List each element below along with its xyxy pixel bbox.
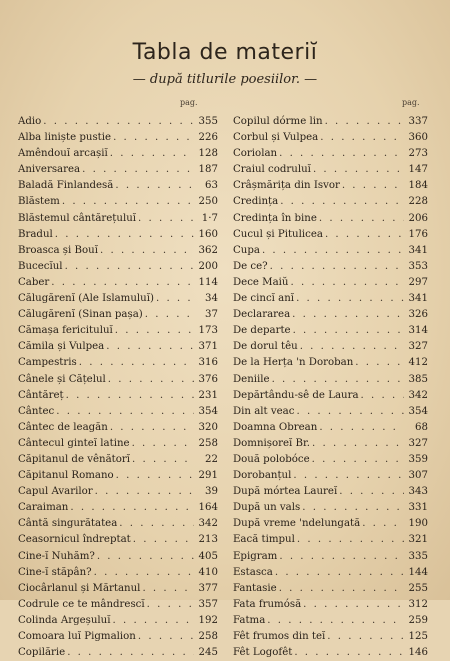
dot-leader bbox=[108, 420, 194, 436]
toc-entry-title: Alba liniște pustie bbox=[18, 132, 112, 144]
toc-entry-title: Declararea bbox=[233, 309, 291, 321]
toc-entry-page: 192 bbox=[198, 614, 218, 626]
toc-entry bbox=[233, 581, 428, 597]
toc-entry-page: 353 bbox=[408, 260, 428, 272]
toc-entry bbox=[233, 645, 428, 661]
toc-entry-page: 128 bbox=[198, 148, 218, 160]
toc-entry-page: 176 bbox=[408, 228, 428, 240]
toc-entry-title: Cupa bbox=[233, 244, 260, 256]
toc-entry-title: De cincĭ anĭ bbox=[233, 293, 295, 305]
dot-leader bbox=[300, 500, 404, 516]
toc-entry-title: Cântăreț bbox=[18, 389, 64, 401]
toc-entry bbox=[233, 291, 428, 307]
toc-entry-page: 114 bbox=[198, 276, 218, 288]
toc-entry bbox=[18, 436, 218, 452]
toc-entry-page: 335 bbox=[408, 550, 428, 562]
toc-entry-page: 377 bbox=[198, 582, 218, 594]
toc-entry-page: 184 bbox=[408, 180, 428, 192]
toc-entry-title: Bradul bbox=[18, 228, 53, 240]
toc-entry-title: Cămașa fericituluĭ bbox=[18, 325, 113, 337]
toc-entry-page: 1·7 bbox=[201, 212, 218, 224]
toc-entry bbox=[233, 130, 428, 146]
toc-entry bbox=[18, 452, 218, 468]
toc-entry-page: 273 bbox=[408, 148, 428, 160]
toc-entry-page: 371 bbox=[198, 341, 218, 353]
toc-entry-page: 360 bbox=[408, 132, 428, 144]
toc-entry-page: 337 bbox=[408, 116, 428, 127]
toc-entry bbox=[233, 339, 428, 355]
dot-leader bbox=[111, 130, 194, 146]
toc-entry bbox=[18, 211, 218, 227]
toc-entry-title: După un vals bbox=[233, 502, 301, 514]
toc-entry-page: 354 bbox=[408, 405, 428, 417]
toc-entry-page: 327 bbox=[408, 341, 428, 353]
toc-entry bbox=[18, 500, 218, 516]
toc-entry bbox=[18, 516, 218, 532]
dot-leader bbox=[131, 532, 194, 548]
toc-entry-title: Cine-ĭ stăpân? bbox=[18, 566, 92, 578]
dot-leader bbox=[106, 372, 194, 388]
toc-column-right bbox=[233, 114, 428, 661]
toc-entry bbox=[233, 452, 428, 468]
toc-entry bbox=[18, 597, 218, 613]
toc-entry-page: 258 bbox=[198, 631, 218, 642]
toc-entry bbox=[233, 565, 428, 581]
toc-entry-page: 226 bbox=[198, 132, 218, 144]
toc-entry bbox=[233, 372, 428, 388]
dot-leader bbox=[295, 532, 404, 548]
toc-entry-title: Codrule ce te mândrescĭ bbox=[18, 598, 145, 610]
dot-leader bbox=[291, 323, 404, 339]
dot-leader bbox=[340, 178, 404, 194]
dot-leader bbox=[265, 613, 404, 629]
dot-leader bbox=[110, 613, 194, 629]
dot-leader bbox=[93, 484, 194, 500]
toc-entry bbox=[18, 372, 218, 388]
dot-leader bbox=[277, 146, 404, 162]
toc-entry-page: 342 bbox=[408, 389, 428, 401]
toc-entry bbox=[233, 227, 428, 243]
toc-entry-page: 341 bbox=[408, 244, 428, 256]
toc-entry-title: Eacă timpul bbox=[233, 534, 295, 546]
toc-entry bbox=[18, 355, 218, 371]
dot-leader bbox=[273, 565, 404, 581]
toc-entry-title: Caber bbox=[18, 276, 50, 288]
toc-entry-page: 34 bbox=[205, 293, 218, 305]
toc-entry-title: De ce? bbox=[233, 260, 268, 272]
dot-leader bbox=[68, 500, 194, 516]
dot-leader bbox=[317, 211, 404, 227]
dot-leader bbox=[77, 355, 194, 371]
toc-entry bbox=[233, 178, 428, 194]
dot-leader bbox=[260, 243, 404, 259]
toc-entry-title: Blăstemul cântărețuluĭ bbox=[18, 212, 137, 224]
toc-entry-title: Capul Avarilor bbox=[18, 486, 93, 498]
dot-leader bbox=[318, 130, 404, 146]
toc-entry bbox=[18, 581, 218, 597]
toc-entry bbox=[233, 162, 428, 178]
dot-leader bbox=[270, 372, 404, 388]
toc-entry-page: 342 bbox=[198, 518, 218, 530]
toc-entry-page: 307 bbox=[408, 470, 428, 482]
toc-column-left bbox=[18, 114, 218, 661]
toc-entry-title: Fêt frumos din teĭ bbox=[233, 631, 326, 642]
toc-entry-title: Cine-ĭ Nuhăm? bbox=[18, 550, 95, 562]
toc-entry bbox=[18, 404, 218, 420]
page-column-label-right: pag. bbox=[402, 98, 420, 107]
toc-entry-page: 22 bbox=[205, 453, 218, 465]
toc-entry-page: 343 bbox=[408, 486, 428, 498]
toc-entry-page: 385 bbox=[408, 373, 428, 385]
dot-leader bbox=[325, 629, 404, 645]
toc-entry-title: Corbul și Vulpea bbox=[233, 132, 319, 144]
dot-leader bbox=[145, 597, 194, 613]
dot-leader bbox=[130, 436, 194, 452]
toc-entry-title: Adio bbox=[18, 116, 42, 127]
toc-entry-title: Fatma bbox=[233, 614, 266, 626]
toc-entry-title: Bucecĭul bbox=[18, 260, 63, 272]
dot-leader bbox=[353, 355, 404, 371]
toc-entry bbox=[18, 178, 218, 194]
toc-entry bbox=[18, 259, 218, 275]
dot-leader bbox=[98, 243, 194, 259]
toc-entry-page: 144 bbox=[408, 566, 428, 578]
toc-entry-page: 206 bbox=[408, 212, 428, 224]
dot-leader bbox=[310, 436, 404, 452]
toc-entry-title: Doamna Obrean bbox=[233, 421, 318, 433]
toc-entry-title: De departe bbox=[233, 325, 291, 337]
toc-entry bbox=[233, 532, 428, 548]
toc-entry bbox=[233, 613, 428, 629]
toc-entry-page: 327 bbox=[408, 437, 428, 449]
toc-entry-title: Aniversarea bbox=[18, 164, 81, 176]
toc-entry-title: Cântec bbox=[18, 405, 55, 417]
toc-entry-title: Estasca bbox=[233, 566, 273, 578]
toc-entry bbox=[18, 484, 218, 500]
toc-entry-page: 341 bbox=[408, 293, 428, 305]
toc-entry bbox=[18, 162, 218, 178]
dot-leader bbox=[53, 227, 194, 243]
dot-leader bbox=[298, 339, 404, 355]
toc-entry bbox=[233, 194, 428, 210]
dot-leader bbox=[60, 194, 194, 210]
dot-leader bbox=[65, 645, 194, 661]
toc-entry-title: Credința bbox=[233, 196, 279, 208]
toc-entry-title: Coriolan bbox=[233, 148, 278, 160]
toc-entry-title: Ciocârlanul și Mărtanul bbox=[18, 582, 141, 594]
dot-leader bbox=[95, 549, 194, 565]
toc-entry-page: 200 bbox=[198, 260, 218, 272]
toc-entry-page: 362 bbox=[198, 244, 218, 256]
toc-entry-title: Copilărie bbox=[18, 647, 66, 659]
toc-entry-title: Depărtându-sê de Laura bbox=[233, 389, 359, 401]
toc-entry bbox=[233, 420, 428, 436]
toc-entry bbox=[18, 323, 218, 339]
dot-leader bbox=[291, 468, 404, 484]
toc-entry bbox=[233, 484, 428, 500]
toc-entry bbox=[18, 613, 218, 629]
toc-entry-title: Călugărenĭ (Ale Islamuluĭ) bbox=[18, 293, 154, 305]
toc-entry-title: După mórtea Laureĭ bbox=[233, 486, 338, 498]
toc-entry-page: 160 bbox=[198, 228, 218, 240]
toc-entry-page: 326 bbox=[408, 309, 428, 321]
toc-entry-title: Cămila și Vulpea bbox=[18, 341, 105, 353]
dot-leader bbox=[337, 484, 404, 500]
dot-leader bbox=[113, 178, 194, 194]
toc-entry bbox=[233, 259, 428, 275]
toc-entry-title: Fantasie bbox=[233, 582, 277, 594]
toc-entry bbox=[233, 114, 428, 130]
toc-entry-page: 250 bbox=[198, 196, 218, 208]
toc-entry-title: Broasca și Bouĭ bbox=[18, 244, 98, 256]
toc-entry bbox=[18, 645, 218, 661]
dot-leader bbox=[92, 565, 194, 581]
toc-entry-page: 147 bbox=[408, 164, 428, 176]
toc-entry-title: Călugărenĭ (Sinan pașa) bbox=[18, 309, 143, 321]
toc-entry bbox=[18, 565, 218, 581]
toc-entry bbox=[233, 436, 428, 452]
toc-entry bbox=[233, 275, 428, 291]
toc-entry-page: 37 bbox=[205, 309, 218, 321]
toc-entry bbox=[18, 291, 218, 307]
toc-entry bbox=[18, 629, 218, 645]
dot-leader bbox=[154, 291, 194, 307]
toc-entry bbox=[233, 629, 428, 645]
toc-entry bbox=[18, 532, 218, 548]
dot-leader bbox=[292, 645, 404, 661]
toc-entry bbox=[233, 355, 428, 371]
toc-entry-page: 259 bbox=[408, 614, 428, 626]
dot-leader bbox=[294, 404, 404, 420]
toc-entry bbox=[18, 468, 218, 484]
dot-leader bbox=[114, 468, 194, 484]
toc-entry-title: Două polobóce bbox=[233, 453, 310, 465]
toc-entry-title: Crâșmărița din Isvor bbox=[233, 180, 340, 192]
dot-leader bbox=[49, 275, 194, 291]
toc-entry-page: 245 bbox=[198, 647, 218, 659]
toc-entry-title: Amêndouĭ arcașiĭ bbox=[18, 148, 108, 160]
dot-leader bbox=[54, 404, 194, 420]
toc-entry bbox=[18, 420, 218, 436]
toc-entry-title: Baladă Finlandesă bbox=[18, 180, 114, 192]
toc-entry-page: 316 bbox=[198, 357, 218, 369]
toc-entry-title: Domnișoreĭ Br. bbox=[233, 437, 311, 449]
toc-entry-page: 314 bbox=[408, 325, 428, 337]
toc-entry-title: Deniile bbox=[233, 373, 270, 385]
dot-leader bbox=[140, 581, 194, 597]
toc-entry-page: 405 bbox=[198, 550, 218, 562]
dot-leader bbox=[63, 259, 194, 275]
dot-leader bbox=[323, 114, 404, 130]
toc-entry-title: Dorobanțul bbox=[233, 470, 292, 482]
toc-entry-title: Căpitanul de vênătorĭ bbox=[18, 453, 130, 465]
toc-entry-title: Dece Maiŭ bbox=[233, 276, 289, 288]
dot-leader bbox=[290, 307, 404, 323]
dot-leader bbox=[130, 452, 194, 468]
toc-entry-page: 331 bbox=[408, 502, 428, 514]
toc-entry bbox=[18, 130, 218, 146]
toc-entry bbox=[18, 549, 218, 565]
toc-entry-page: 412 bbox=[408, 357, 428, 369]
toc-entry-title: După vreme 'ndelungată bbox=[233, 518, 361, 530]
toc-entry bbox=[233, 404, 428, 420]
toc-entry-title: De la Herța 'n Doroban bbox=[233, 357, 354, 369]
dot-leader bbox=[277, 581, 404, 597]
toc-entry bbox=[233, 307, 428, 323]
toc-entry-title: Ceasornicul îndreptat bbox=[18, 534, 131, 546]
dot-leader bbox=[108, 146, 194, 162]
toc-entry-title: Din alt veac bbox=[233, 405, 295, 417]
toc-entry-page: 125 bbox=[408, 631, 428, 642]
toc-entry-page: 190 bbox=[408, 518, 428, 530]
toc-entry-page: 68 bbox=[415, 421, 428, 433]
dot-leader bbox=[310, 452, 404, 468]
toc-entry-title: Fata frumósă bbox=[233, 598, 302, 610]
toc-entry bbox=[18, 227, 218, 243]
dot-leader bbox=[268, 259, 404, 275]
toc-entry-page: 255 bbox=[408, 582, 428, 594]
toc-entry bbox=[233, 597, 428, 613]
toc-entry bbox=[18, 307, 218, 323]
dot-leader bbox=[41, 114, 194, 130]
toc-entry-page: 354 bbox=[198, 405, 218, 417]
toc-entry-title: Epigram bbox=[233, 550, 278, 562]
toc-entry-title: Credința în bine bbox=[233, 212, 317, 224]
dot-leader bbox=[64, 388, 194, 404]
toc-entry-page: 164 bbox=[198, 502, 218, 514]
toc-entry-page: 146 bbox=[408, 647, 428, 659]
dot-leader bbox=[113, 323, 194, 339]
toc-entry-page: 357 bbox=[198, 598, 218, 610]
dot-leader bbox=[289, 275, 405, 291]
toc-entry bbox=[18, 275, 218, 291]
toc-entry bbox=[233, 211, 428, 227]
toc-entry bbox=[18, 194, 218, 210]
dot-leader bbox=[294, 291, 404, 307]
toc-entry-title: Blăstem bbox=[18, 196, 60, 208]
toc-entry-page: 312 bbox=[408, 598, 428, 610]
toc-entry-page: 320 bbox=[198, 421, 218, 433]
toc-entry bbox=[233, 516, 428, 532]
toc-entry-title: Copilul dórme lin bbox=[233, 116, 323, 127]
toc-entry-title: Cânele și Cățelul bbox=[18, 373, 106, 385]
toc-entry bbox=[18, 388, 218, 404]
dot-leader bbox=[323, 227, 404, 243]
toc-entry-page: 63 bbox=[205, 180, 218, 192]
toc-entry-title: Cucul și Pitulicea bbox=[233, 228, 323, 240]
dot-leader bbox=[277, 549, 404, 565]
toc-entry-page: 321 bbox=[408, 534, 428, 546]
toc-entry-title: Colinda Argeșuluĭ bbox=[18, 614, 111, 626]
dot-leader bbox=[359, 388, 404, 404]
toc-entry bbox=[233, 243, 428, 259]
toc-entry-title: Craiul codruluĭ bbox=[233, 164, 311, 176]
page-title: Tabla de materiĭ bbox=[132, 40, 318, 65]
toc-entry bbox=[233, 323, 428, 339]
toc-entry-page: 39 bbox=[205, 486, 218, 498]
toc-entry-page: 258 bbox=[198, 437, 218, 449]
page-subtitle: — după titlurile poesiilor. — bbox=[132, 72, 318, 87]
dot-leader bbox=[317, 420, 404, 436]
page-column-label-left: pag. bbox=[180, 98, 198, 107]
toc-entry-page: 231 bbox=[198, 389, 218, 401]
toc-entry-page: 173 bbox=[198, 325, 218, 337]
toc-entry-title: De dorul têu bbox=[233, 341, 298, 353]
toc-entry bbox=[18, 114, 218, 130]
toc-entry-page: 355 bbox=[198, 116, 218, 127]
dot-leader bbox=[136, 211, 194, 227]
toc-entry-title: Fêt Logofêt bbox=[233, 647, 293, 659]
dot-leader bbox=[311, 162, 404, 178]
dot-leader bbox=[117, 516, 194, 532]
toc-entry-page: 376 bbox=[198, 373, 218, 385]
dot-leader bbox=[278, 194, 404, 210]
dot-leader bbox=[80, 162, 194, 178]
toc-entry-page: 213 bbox=[198, 534, 218, 546]
toc-entry-page: 410 bbox=[198, 566, 218, 578]
toc-entry-title: Campestris bbox=[18, 357, 77, 369]
toc-entry-page: 228 bbox=[408, 196, 428, 208]
toc-entry bbox=[18, 243, 218, 259]
dot-leader bbox=[301, 597, 404, 613]
toc-entry bbox=[233, 549, 428, 565]
toc-entry-page: 359 bbox=[408, 453, 428, 465]
toc-entry bbox=[233, 468, 428, 484]
toc-entry bbox=[233, 500, 428, 516]
toc-entry-title: Cântecul ginteĭ latine bbox=[18, 437, 130, 449]
dot-leader bbox=[143, 307, 194, 323]
dot-leader bbox=[360, 516, 404, 532]
toc-entry-title: Cântă singurătatea bbox=[18, 518, 118, 530]
toc-entry bbox=[18, 146, 218, 162]
toc-entry-page: 291 bbox=[198, 470, 218, 482]
toc-entry-page: 297 bbox=[408, 276, 428, 288]
toc-entry bbox=[233, 146, 428, 162]
toc-entry-title: Căpitanul Romano bbox=[18, 470, 114, 482]
toc-entry-page: 187 bbox=[198, 164, 218, 176]
dot-leader bbox=[136, 629, 194, 645]
dot-leader bbox=[104, 339, 194, 355]
toc-entry-title: Comoara luĭ Pigmalion bbox=[18, 631, 136, 642]
toc-entry bbox=[233, 388, 428, 404]
toc-entry-title: Caraiman bbox=[18, 502, 69, 514]
toc-entry-title: Cântec de leagăn bbox=[18, 421, 108, 433]
toc-entry bbox=[18, 339, 218, 355]
